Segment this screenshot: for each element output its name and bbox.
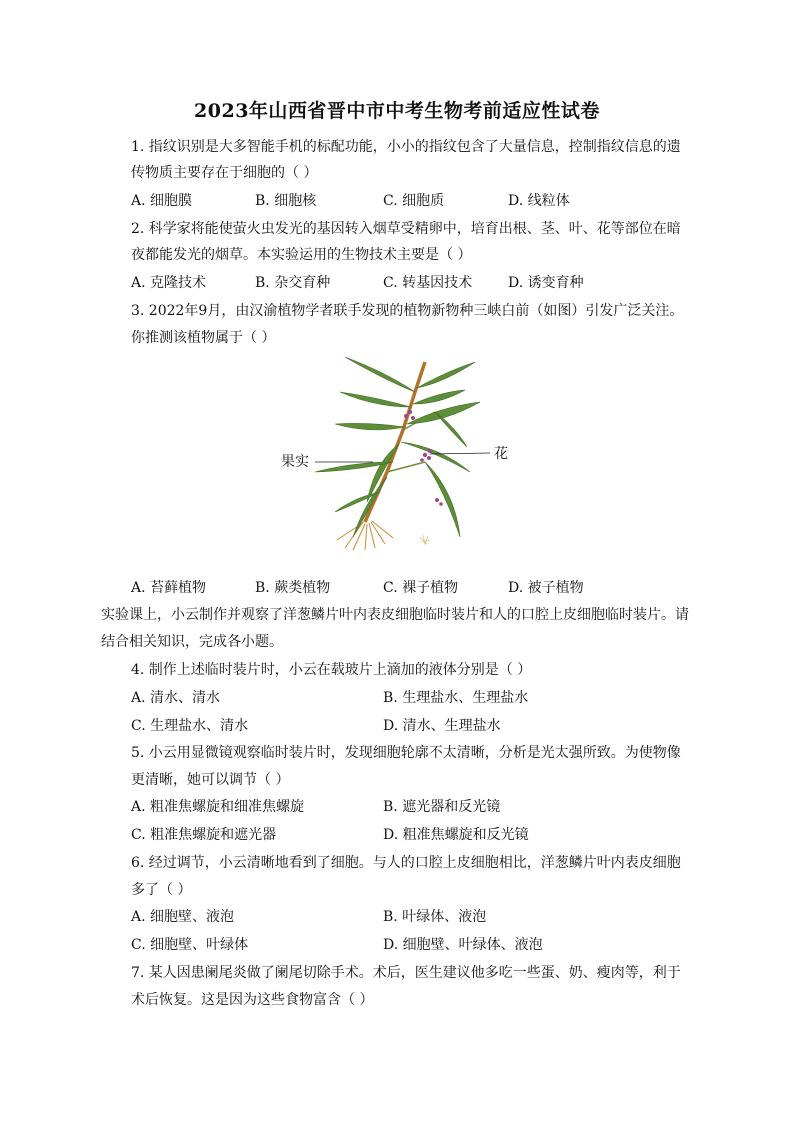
q1-option-a[interactable]: A. 细胞膜	[131, 193, 193, 209]
q5-option-b[interactable]: B. 遮光器和反光镜	[383, 799, 501, 815]
q4-option-b[interactable]: B. 生理盐水、生理盐水	[383, 690, 529, 706]
plant-flowers	[404, 410, 443, 506]
q7-stem-line2: 术后恢复。这是因为这些食物富含（ ）	[131, 992, 374, 1008]
q4-option-a[interactable]: A. 清水、清水	[131, 690, 221, 706]
q2-option-a[interactable]: A. 克隆技术	[131, 275, 207, 291]
q5-option-a[interactable]: A. 粗准焦螺旋和细准焦螺旋	[131, 799, 305, 815]
q5-option-d[interactable]: D. 粗准焦螺旋和反光镜	[383, 827, 529, 843]
q2-stem-line2: 夜都能发光的烟草。本实验运用的生物技术主要是（ ）	[131, 247, 472, 263]
q4-stem-line1: 4. 制作上述临时装片时，小云在载玻片上滴加的液体分别是（ ）	[131, 662, 532, 678]
q3-option-d[interactable]: D. 被子植物	[508, 580, 584, 596]
q3-stem-line1: 3. 2022年9月，由汉渝植物学者联手发现的植物新物种三峡白前（如图）引发广泛关注。	[131, 303, 684, 319]
q1-option-d[interactable]: D. 线粒体	[508, 193, 570, 209]
q4-option-d[interactable]: D. 清水、生理盐水	[383, 718, 501, 734]
q6-option-d[interactable]: D. 细胞壁、叶绿体、液泡	[383, 937, 543, 953]
q3-stem-line2: 你推测该植物属于（ ）	[131, 330, 276, 346]
q1-option-b[interactable]: B. 细胞核	[255, 193, 317, 209]
plant-leaves	[315, 357, 480, 537]
q5-stem-line1: 5. 小云用显微镜观察临时装片时，发现细胞轮廓不太清晰，分析是光太强所致。为使物像	[131, 745, 681, 761]
plant-roots	[337, 521, 393, 550]
intro-line2: 结合相关知识，完成各小题。	[101, 634, 283, 650]
page-title: 2023年山西省晋中市中考生物考前适应性试卷	[194, 100, 600, 122]
q6-option-a[interactable]: A. 细胞壁、液泡	[131, 909, 235, 925]
plant-illustration	[275, 352, 525, 552]
q2-option-c[interactable]: C. 转基因技术	[383, 275, 473, 291]
q1-stem-line2: 传物质主要存在于细胞的（ ）	[131, 165, 318, 181]
plant-figure	[275, 352, 525, 552]
q2-option-b[interactable]: B. 杂交育种	[255, 275, 331, 291]
q6-stem-line1: 6. 经过调节，小云清晰地看到了细胞。与人的口腔上皮细胞相比，洋葱鳞片叶内表皮细胞	[131, 855, 681, 871]
q5-option-c[interactable]: C. 粗准焦螺旋和遮光器	[131, 827, 277, 843]
q7-stem-line1: 7. 某人因患阑尾炎做了阑尾切除手术。术后，医生建议他多吃一些蛋、奶、瘦肉等，利于	[131, 965, 681, 981]
seed-fluff	[420, 535, 430, 545]
q2-stem-line1: 2. 科学家将能使萤火虫发光的基因转入烟草受精卵中，培育出根、茎、叶、花等部位在暗	[131, 221, 681, 237]
q4-option-c[interactable]: C. 生理盐水、清水	[131, 718, 249, 734]
q1-option-c[interactable]: C. 细胞质	[383, 193, 445, 209]
q3-option-a[interactable]: A. 苔藓植物	[131, 580, 207, 596]
intro-line1: 实验课上，小云制作并观察了洋葱鳞片叶内表皮细胞临时装片和人的口腔上皮细胞临时装片。请	[101, 607, 689, 623]
q2-option-d[interactable]: D. 诱变育种	[508, 275, 584, 291]
q6-option-b[interactable]: B. 叶绿体、液泡	[383, 909, 487, 925]
q6-stem-line2: 多了（ ）	[131, 882, 192, 898]
q5-stem-line2: 更清晰，她可以调节（ ）	[131, 772, 290, 788]
figure-label-flower: 花	[494, 446, 508, 462]
q6-option-c[interactable]: C. 细胞壁、叶绿体	[131, 937, 249, 953]
q3-option-b[interactable]: B. 蕨类植物	[255, 580, 331, 596]
figure-label-fruit: 果实	[281, 454, 309, 470]
q3-option-c[interactable]: C. 裸子植物	[383, 580, 459, 596]
q1-stem-line1: 1. 指纹识别是大多智能手机的标配功能，小小的指纹包含了大量信息，控制指纹信息的遗	[131, 139, 681, 155]
